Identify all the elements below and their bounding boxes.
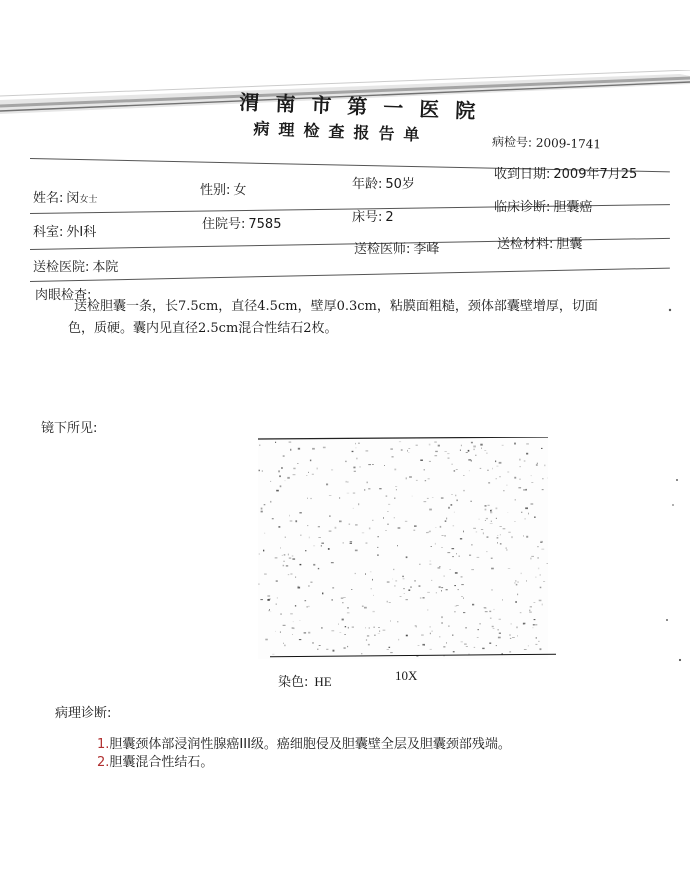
- received-date-label: 收到日期:: [494, 167, 551, 182]
- diagnosis-item: [97, 733, 511, 752]
- stain-value: HE: [314, 674, 332, 689]
- bed-number-field: [352, 206, 394, 225]
- patient-name-field: [33, 187, 97, 206]
- admission-number-field: [202, 213, 281, 232]
- pathology-diagnosis-label: 病理诊断:: [55, 706, 112, 721]
- scan-edge-specks: [655, 300, 695, 700]
- admission-number-label: 住院号:: [202, 217, 246, 232]
- sending-hospital-field: [33, 256, 118, 275]
- magnification-value: 10X: [395, 668, 418, 683]
- diagnosis-item-text: 胆囊混合性结石。: [109, 755, 214, 770]
- gender-label: 性别:: [200, 183, 231, 198]
- microscopy-image: [258, 437, 548, 659]
- clinical-diagnosis-field: [494, 196, 592, 215]
- diagnosis-item: [97, 751, 213, 770]
- bed-number-label: 床号:: [352, 210, 383, 225]
- patient-name-value: 闵: [66, 191, 80, 206]
- clinical-diagnosis-label: 临床诊断:: [494, 200, 551, 215]
- stain-field: [278, 671, 332, 690]
- sending-hospital-label: 送检医院:: [33, 260, 90, 275]
- diagnosis-item-text: 胆囊颈体部浸润性腺癌III级。癌细胞侵及胆囊壁全层及胆囊颈部残端。: [109, 737, 511, 752]
- age-value: 50岁: [385, 177, 415, 192]
- sending-doctor-field: [354, 238, 439, 257]
- gross-exam-label: 肉眼检查:: [35, 288, 92, 303]
- patient-name-label: 姓名:: [33, 191, 64, 206]
- age-field: [352, 173, 415, 192]
- gross-exam-line: 送检胆囊一条，长7.5cm，直径4.5cm，壁厚0.3cm，粘膜面粗糙，颈体部囊壁增厚，切面: [74, 299, 598, 314]
- patient-name-suffix: 女士: [79, 195, 98, 205]
- stain-label: 染色:: [278, 675, 309, 690]
- case-number: [492, 133, 601, 153]
- gender-value: 女: [233, 183, 247, 198]
- admission-number-value: 7585: [248, 217, 282, 232]
- bed-number-value: 2: [385, 210, 394, 225]
- sending-doctor-value: 李峰: [413, 242, 440, 257]
- sending-doctor-label: 送检医师:: [354, 242, 411, 257]
- age-label: 年龄:: [352, 177, 383, 192]
- gender-field: [200, 179, 246, 198]
- specimen-value: 胆囊: [556, 237, 583, 252]
- specimen-label: 送检材料:: [497, 237, 554, 252]
- microscopy-label: 镜下所见:: [41, 421, 98, 436]
- received-date-value: 2009年7月25: [553, 167, 638, 182]
- specimen-field: [497, 233, 582, 252]
- case-number-label: 病检号:: [491, 134, 533, 150]
- department-field: [33, 221, 96, 240]
- clinical-diagnosis-value: 胆囊癌: [553, 200, 593, 215]
- sending-hospital-value: 本院: [92, 260, 119, 275]
- department-value: 外Ⅰ科: [66, 225, 97, 240]
- hospital-name: 渭南市第一医院: [238, 89, 492, 124]
- gross-exam-text: [68, 296, 674, 340]
- case-number-value: 2009-1741: [535, 135, 602, 152]
- gross-exam-line: 色，质硬。囊内见直径2.5cm混合性结石2枚。: [68, 321, 338, 336]
- row-divider: [30, 268, 670, 282]
- received-date-field: [494, 163, 637, 182]
- diagnosis-item-number: 1.: [97, 737, 110, 752]
- report-title: 病理检查报告单: [253, 118, 429, 145]
- department-label: 科室:: [33, 225, 64, 240]
- diagnosis-item-number: 2.: [97, 755, 110, 770]
